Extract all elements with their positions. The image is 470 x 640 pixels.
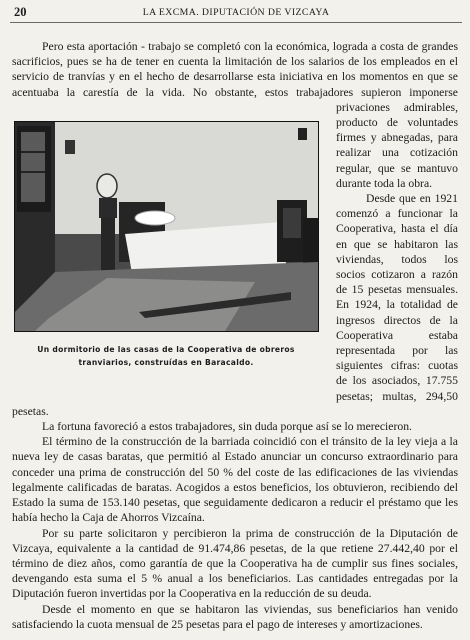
paragraph-1 — [12, 39, 458, 191]
paragraph-1-rest: nerse privaciones admirables, producto de voluntades firmes y abnegadas, para realizar una cotización regular, que se mantuvo durante toda la obra. — [336, 85, 458, 190]
caption-line-2: tranviarios, construídas en Baracaldo. — [78, 358, 254, 367]
caption-line-1: Un dormitorio de las casas de la Cooperativa de obreros — [37, 345, 295, 354]
page-header — [10, 4, 462, 23]
figure-text-wrap-spacer — [10, 100, 329, 402]
paragraph-2: Desde que en 1921 comenzó a funcionar la Cooperativa, hasta el día en que se habitaron las viviendas, todos los socios cotizaron a razón de 15 pesetas mensuales. En 1924, la totalidad de ingresos directos de la Cooperativa estaba representada por las siguientes cifras: cuotas de los asociados, 17.755 pesetas; multas, 294,50 pesetas. — [12, 192, 458, 418]
paragraph-5: Por su parte solicitaron y percibieron la prima de construcción de la Diputación de Vizcaya, equivalente a la cantidad de 91.474,86 pesetas, de la que retiene 27.442,40 por el término de diez años, como garantía de que la Cooperativa ha de cumplir sus fines sociales, devengando esta suma el 5 % anual a los beneficiarios. Las cantidades entregadas por la Diputación fueron invertidas por la Cooperativa en la reducción de su deuda. — [12, 526, 458, 601]
article-body — [12, 39, 458, 632]
paragraph-3: La fortuna favoreció a estos trabajadores, sin duda porque así se lo merecieron. — [42, 420, 412, 434]
running-title: LA EXCMA. DIPUTACIÓN DE VIZCAYA — [142, 7, 330, 18]
paragraph-4: El término de la construcción de la barriada coincidió con el tránsito de la ley vieja a la nueva ley de casas baratas, que permitió al Estado anunciar un concurso extraordinario para conceder una prima de construcción del 50 % del coste de las edificaciones de las viviendas legalmente calificadas de baratas. Acogidos a estos beneficios, los obtuvieron, recibiendo del Estado la suma de 153.140 pesetas, que seguidamente dedicaron a reducir el préstamo que les había hecho la Caja de Ahorros Vizcaína. — [12, 435, 458, 525]
page-number: 20 — [14, 5, 27, 19]
paragraph-6: Desde el momento en que se habitaron las viviendas, sus beneficiarios han venido satisfaciendo la cuota mensual de 25 pesetas para el pago de intereses y amortizaciones. — [12, 602, 458, 631]
paragraph-1-intro: Pero esta aportación - trabajo se completó con la económica, lograda a costa de grandes sacrificios, pues se ha de tener en cuenta la limitación de los salarios de los empleados en el servicio de tranvías y en el hecho de desarrollarse esta iniciativa en los momentos en que se acentuaba la carestía de la vida. No obstante, estos trabajadores supieron impo — [12, 40, 458, 99]
